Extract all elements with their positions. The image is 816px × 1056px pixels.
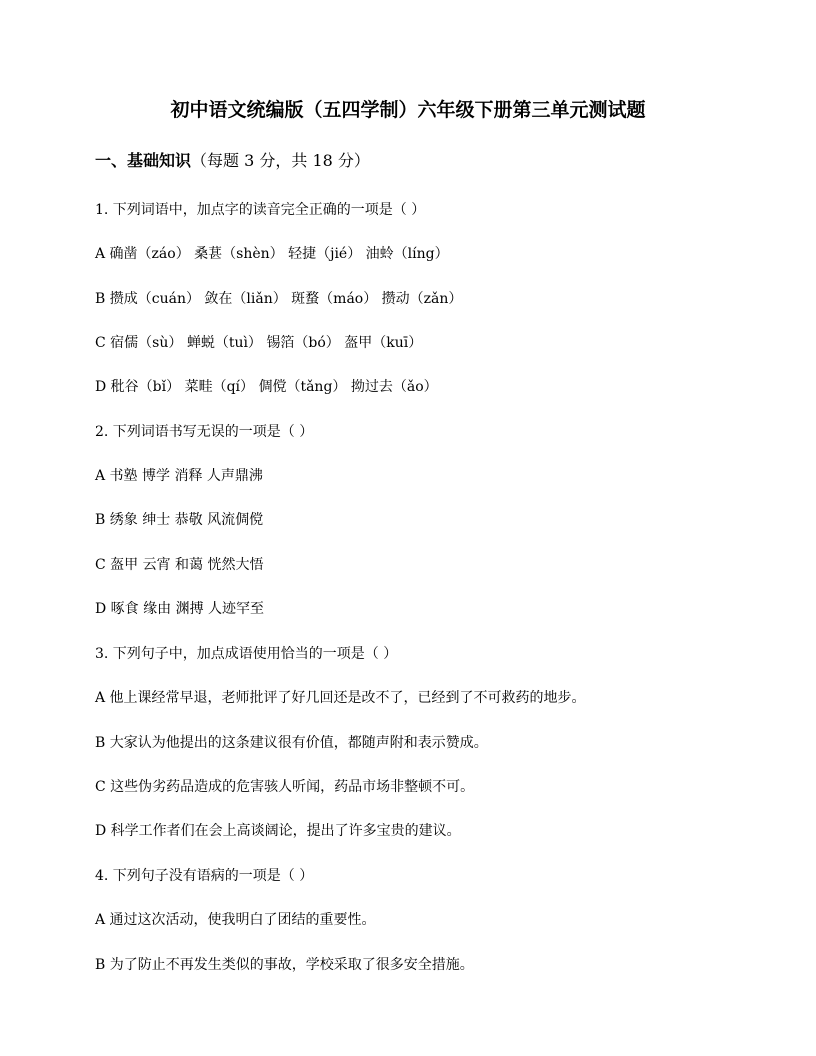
section-heading (95, 148, 370, 174)
question-3-option-a: A 他上课经常早退，老师批评了好几回还是改不了，已经到了不可救药的地步。 (95, 690, 586, 706)
question-4: 4. 下列句子没有语病的一项是（ ） (95, 868, 314, 884)
question-3-option-c: C 这些伪劣药品造成的危害骇人听闻，药品市场非整顿不可。 (95, 779, 475, 795)
question-3-option-d: D 科学工作者们在会上高谈阔论，提出了许多宝贵的建议。 (95, 823, 461, 839)
question-3: 3. 下列句子中，加点成语使用恰当的一项是（ ） (95, 646, 398, 662)
section-heading-label: 一、基础知识 (95, 151, 192, 170)
question-2-option-b: B 绣象 绅士 恭敬 风流倜傥 (95, 512, 264, 528)
question-3-option-b: B 大家认为他提出的这条建议很有价值，都随声附和表示赞成。 (95, 735, 488, 751)
page-title: 初中语文统编版（五四学制）六年级下册第三单元测试题 (170, 99, 646, 121)
question-2-option-a: A 书塾 博学 消释 人声鼎沸 (95, 468, 263, 484)
question-4-option-b: B 为了防止不再发生类似的事故，学校采取了很多安全措施。 (95, 957, 474, 973)
question-1: 1. 下列词语中，加点字的读音完全正确的一项是（ ） (95, 202, 426, 218)
question-4-option-a: A 通过这次活动，使我明白了团结的重要性。 (95, 912, 376, 928)
question-1-option-a: A 确凿（záo） 桑葚（shèn） 轻捷（jié） 油蛉（líng） (95, 246, 449, 262)
question-1-option-c: C 宿儒（sù） 蝉蜕（tuì） 锡箔（bó） 盔甲（kuī） (95, 335, 423, 351)
section-heading-note: （每题 3 分，共 18 分） (191, 151, 370, 170)
question-1-option-b: B 攒成（cuán） 敛在（liǎn） 斑蝥（máo） 攒动（zǎn） (95, 291, 463, 307)
question-2-option-c: C 盔甲 云宵 和蔼 恍然大悟 (95, 557, 264, 573)
question-1-option-d: D 秕谷（bǐ） 菜畦（qí） 倜傥（tǎng） 拗过去（ǎo） (95, 379, 438, 395)
question-2: 2. 下列词语书写无误的一项是（ ） (95, 424, 314, 440)
question-2-option-d: D 啄食 缘由 渊搏 人迹罕至 (95, 601, 265, 617)
